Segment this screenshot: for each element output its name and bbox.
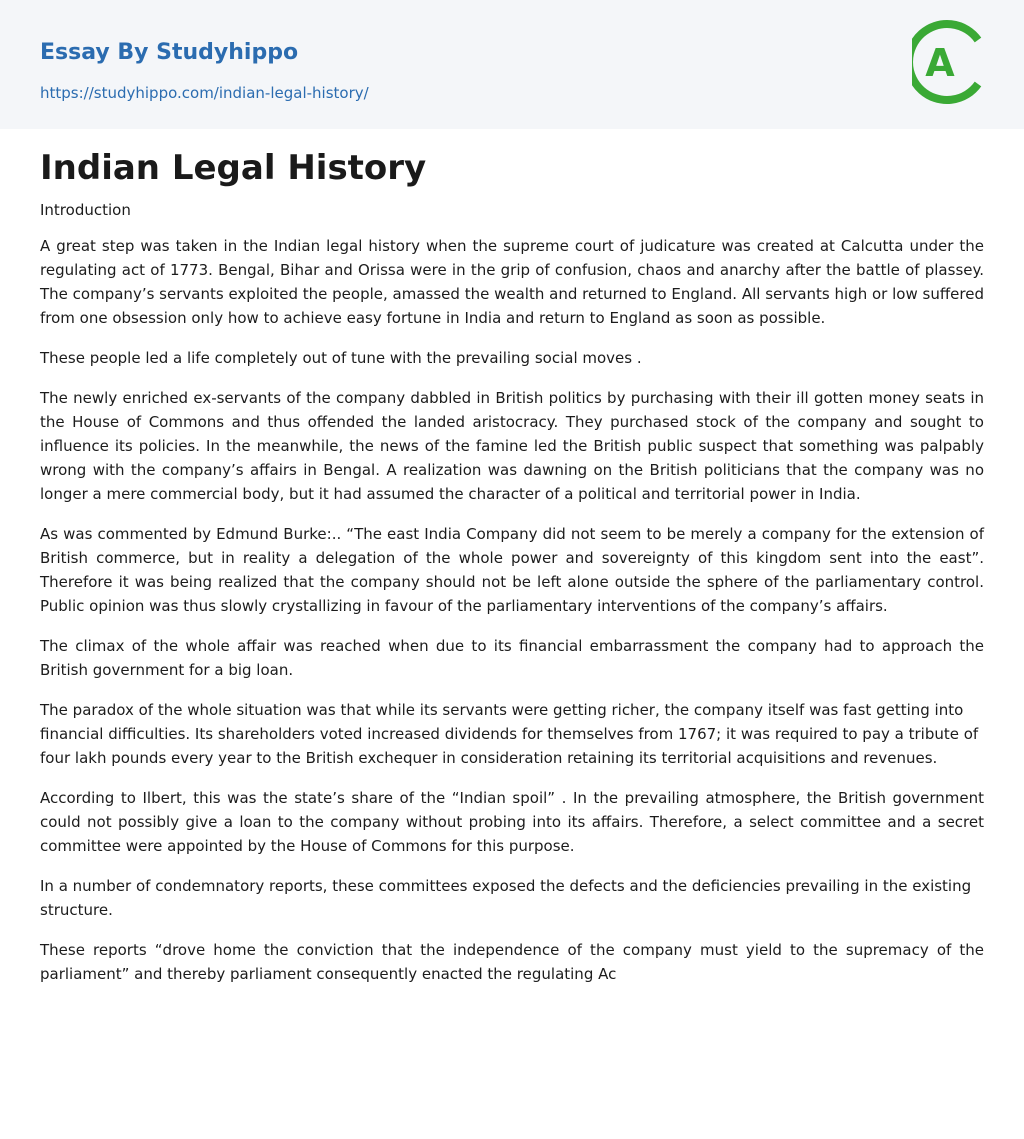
paragraph: The newly enriched ex-servants of the company dabbled in British politics by purchasing with their ill gotten money seats in the House of Commons and thus offended the landed aristocracy. They purchased stock of the company and sought to influence its policies. In the meanwhile, the news of the famine led the British public suspect that something was palpably wrong with the company’s affairs in Bengal. A realization was dawning on the British politicians that the company was no longer a mere commercial body, but it had assumed the character of a political and territorial power in India. xyxy=(40,389,984,503)
brand-title[interactable]: Essay By Studyhippo xyxy=(40,40,299,65)
paragraph: According to Ilbert, this was the state’s share of the “Indian spoil” . In the prevailing atmosphere, the British government could not possibly give a loan to the company without probing into its affairs. Therefore, a select committee and a secret committee were appointed by the House of Commons for this purpose. xyxy=(40,789,984,855)
paragraph: The climax of the whole affair was reached when due to its financial embarrassment the company had to approach the British government for a big loan. xyxy=(40,637,984,679)
paragraph: In a number of condemnatory reports, these committees exposed the defects and the deficiencies prevailing in the existing structure. xyxy=(40,877,972,919)
paragraph: These reports “drove home the conviction that the independence of the company must yield to the supremacy of the parliament” and thereby parliament consequently enacted the regulating Ac xyxy=(40,941,984,983)
essay-body xyxy=(40,234,984,1002)
essay-url-link[interactable]: https://studyhippo.com/indian-legal-history/ xyxy=(40,84,369,102)
studyhippo-logo-icon[interactable] xyxy=(912,18,988,106)
paragraph: A great step was taken in the Indian legal history when the supreme court of judicature was created at Calcutta under the regulating act of 1773. Bengal, Bihar and Orissa were in the grip of confusion, chaos and anarchy after the battle of plassey. The company’s servants exploited the people, amassed the wealth and returned to England. All servants high or low suffered from one obsession only how to achieve easy fortune in India and return to England as soon as possible. xyxy=(40,237,984,327)
paragraph: These people led a life completely out of tune with the prevailing social moves . xyxy=(40,349,642,367)
paragraph: As was commented by Edmund Burke:.. “The east India Company did not seem to be merely a company for the extension of British commerce, but in reality a delegation of the whole power and sovereignty of this kingdom sent into the east”. Therefore it was being realized that the company should not be left alone outside the sphere of the parliamentary control. Public opinion was thus slowly crystallizing in favour of the parliamentary interventions of the company’s affairs. xyxy=(40,525,984,615)
section-label: Introduction xyxy=(40,201,131,219)
paragraph: The paradox of the whole situation was that while its servants were getting richer, the company itself was fast getting into financial difficulties. Its shareholders voted increased dividends for themselves from 1767; it was required to pay a tribute of four lakh pounds every year to the British exchequer in consideration retaining its territorial acquisitions and revenues. xyxy=(40,701,979,767)
page-title: Indian Legal History xyxy=(40,148,427,188)
logo-letter: A xyxy=(925,41,955,85)
